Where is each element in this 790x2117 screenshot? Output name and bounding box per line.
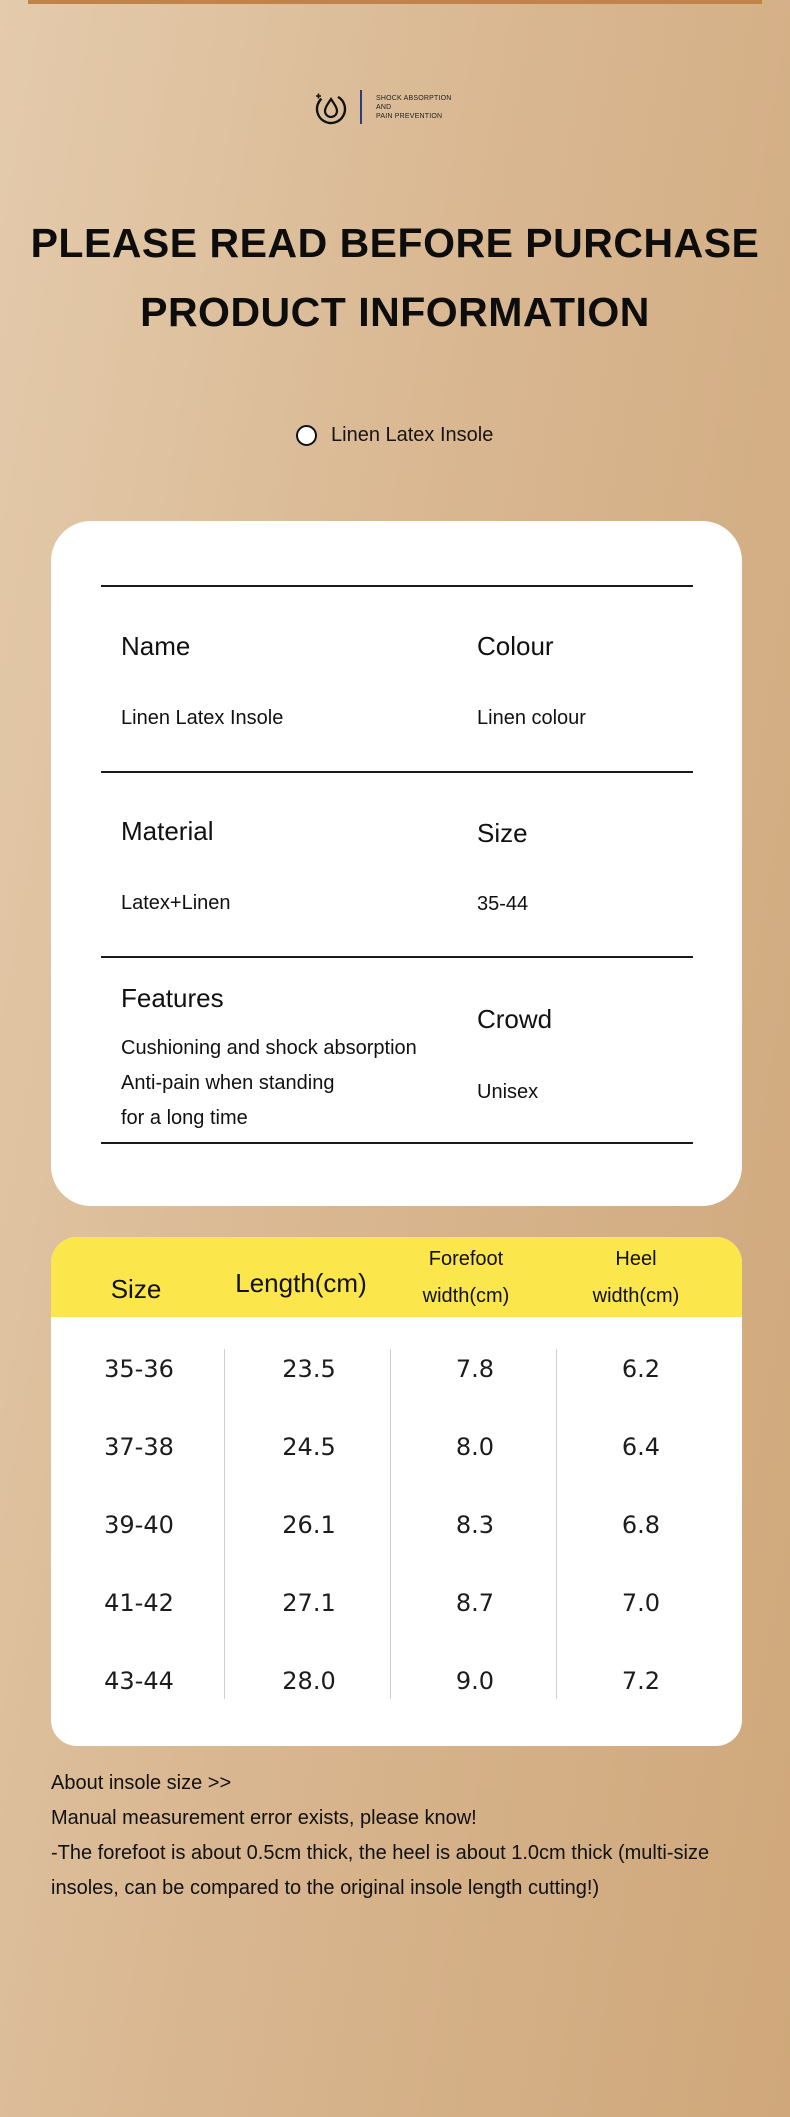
cell-heel-width: 6.4 bbox=[621, 1433, 661, 1461]
cell-forefoot-width: 8.0 bbox=[455, 1433, 495, 1461]
note-line-2: Manual measurement error exists, please know! bbox=[51, 1807, 477, 1829]
header-heel-line2: width(cm) bbox=[592, 1285, 680, 1307]
cell-forefoot-width: 7.8 bbox=[455, 1355, 495, 1383]
features-label: Features bbox=[121, 983, 224, 1013]
column-divider-2 bbox=[390, 1349, 391, 1699]
name-value: Linen Latex Insole bbox=[121, 707, 284, 729]
info-divider-bottom bbox=[101, 1142, 693, 1144]
crowd-value: Unisex bbox=[477, 1081, 539, 1103]
cell-size: 41-42 bbox=[104, 1589, 174, 1617]
size-value: 35-44 bbox=[477, 893, 529, 915]
size-label: Size bbox=[477, 818, 528, 848]
header-forefoot-line2: width(cm) bbox=[422, 1285, 510, 1307]
product-info-card bbox=[51, 521, 742, 1206]
page-title-line1: PLEASE READ BEFORE PURCHASE bbox=[30, 220, 760, 266]
header-forefoot bbox=[391, 1241, 541, 1315]
colour-value: Linen colour bbox=[477, 707, 586, 729]
cell-heel-width: 6.2 bbox=[621, 1355, 661, 1383]
cell-forefoot-width: 9.0 bbox=[455, 1667, 495, 1695]
header-heel bbox=[561, 1241, 711, 1315]
cell-size: 35-36 bbox=[104, 1355, 174, 1383]
logo-tagline-line2: AND bbox=[376, 103, 392, 111]
cell-size: 39-40 bbox=[104, 1511, 174, 1539]
column-divider-1 bbox=[224, 1349, 225, 1699]
note-heading: About insole size >> bbox=[51, 1772, 232, 1794]
header-length: Length(cm) bbox=[235, 1268, 367, 1298]
cell-length: 24.5 bbox=[282, 1433, 336, 1461]
name-label: Name bbox=[121, 631, 191, 661]
material-value: Latex+Linen bbox=[121, 892, 231, 914]
info-divider-1 bbox=[101, 771, 693, 773]
logo-tagline-line1: SHOCK ABSORPTION bbox=[376, 94, 452, 102]
note-line-3: -The forefoot is about 0.5cm thick, the heel is about 1.0cm thick (multi-size bbox=[51, 1842, 710, 1864]
header-forefoot-line1: Forefoot bbox=[428, 1248, 504, 1270]
info-divider-top bbox=[101, 585, 693, 587]
cell-size: 43-44 bbox=[104, 1667, 174, 1695]
column-divider-3 bbox=[556, 1349, 557, 1699]
product-option[interactable] bbox=[296, 424, 493, 447]
cell-heel-width: 7.0 bbox=[621, 1589, 661, 1617]
cell-heel-width: 7.2 bbox=[621, 1667, 661, 1695]
crowd-label: Crowd bbox=[477, 1004, 553, 1034]
page-title-line2: PRODUCT INFORMATION bbox=[140, 289, 650, 335]
cell-forefoot-width: 8.7 bbox=[455, 1589, 495, 1617]
cell-length: 23.5 bbox=[282, 1355, 336, 1383]
features-line-1: Cushioning and shock absorption bbox=[121, 1037, 417, 1059]
logo-divider bbox=[360, 90, 362, 124]
cell-length: 26.1 bbox=[282, 1511, 336, 1539]
logo-tagline-line3: PAIN PREVENTION bbox=[376, 112, 443, 120]
header-size: Size bbox=[110, 1274, 162, 1304]
size-chart-table bbox=[51, 1237, 742, 1746]
product-option-label: Linen Latex Insole bbox=[331, 424, 494, 446]
top-accent-bar bbox=[28, 0, 762, 4]
cell-length: 27.1 bbox=[282, 1589, 336, 1617]
radio-icon[interactable] bbox=[296, 425, 317, 446]
colour-label: Colour bbox=[477, 631, 554, 661]
features-line-2: Anti-pain when standing bbox=[121, 1072, 335, 1094]
note-line-4: insoles, can be compared to the original insole length cutting!) bbox=[51, 1877, 600, 1899]
cell-length: 28.0 bbox=[282, 1667, 336, 1695]
material-label: Material bbox=[121, 816, 214, 846]
brand-logo bbox=[312, 86, 482, 128]
info-divider-2 bbox=[101, 956, 693, 958]
water-drop-icon bbox=[312, 88, 350, 126]
header-heel-line1: Heel bbox=[615, 1248, 657, 1270]
cell-size: 37-38 bbox=[104, 1433, 174, 1461]
features-line-3: for a long time bbox=[121, 1107, 248, 1129]
logo-tagline bbox=[376, 94, 452, 121]
cell-forefoot-width: 8.3 bbox=[455, 1511, 495, 1539]
cell-heel-width: 6.8 bbox=[621, 1511, 661, 1539]
